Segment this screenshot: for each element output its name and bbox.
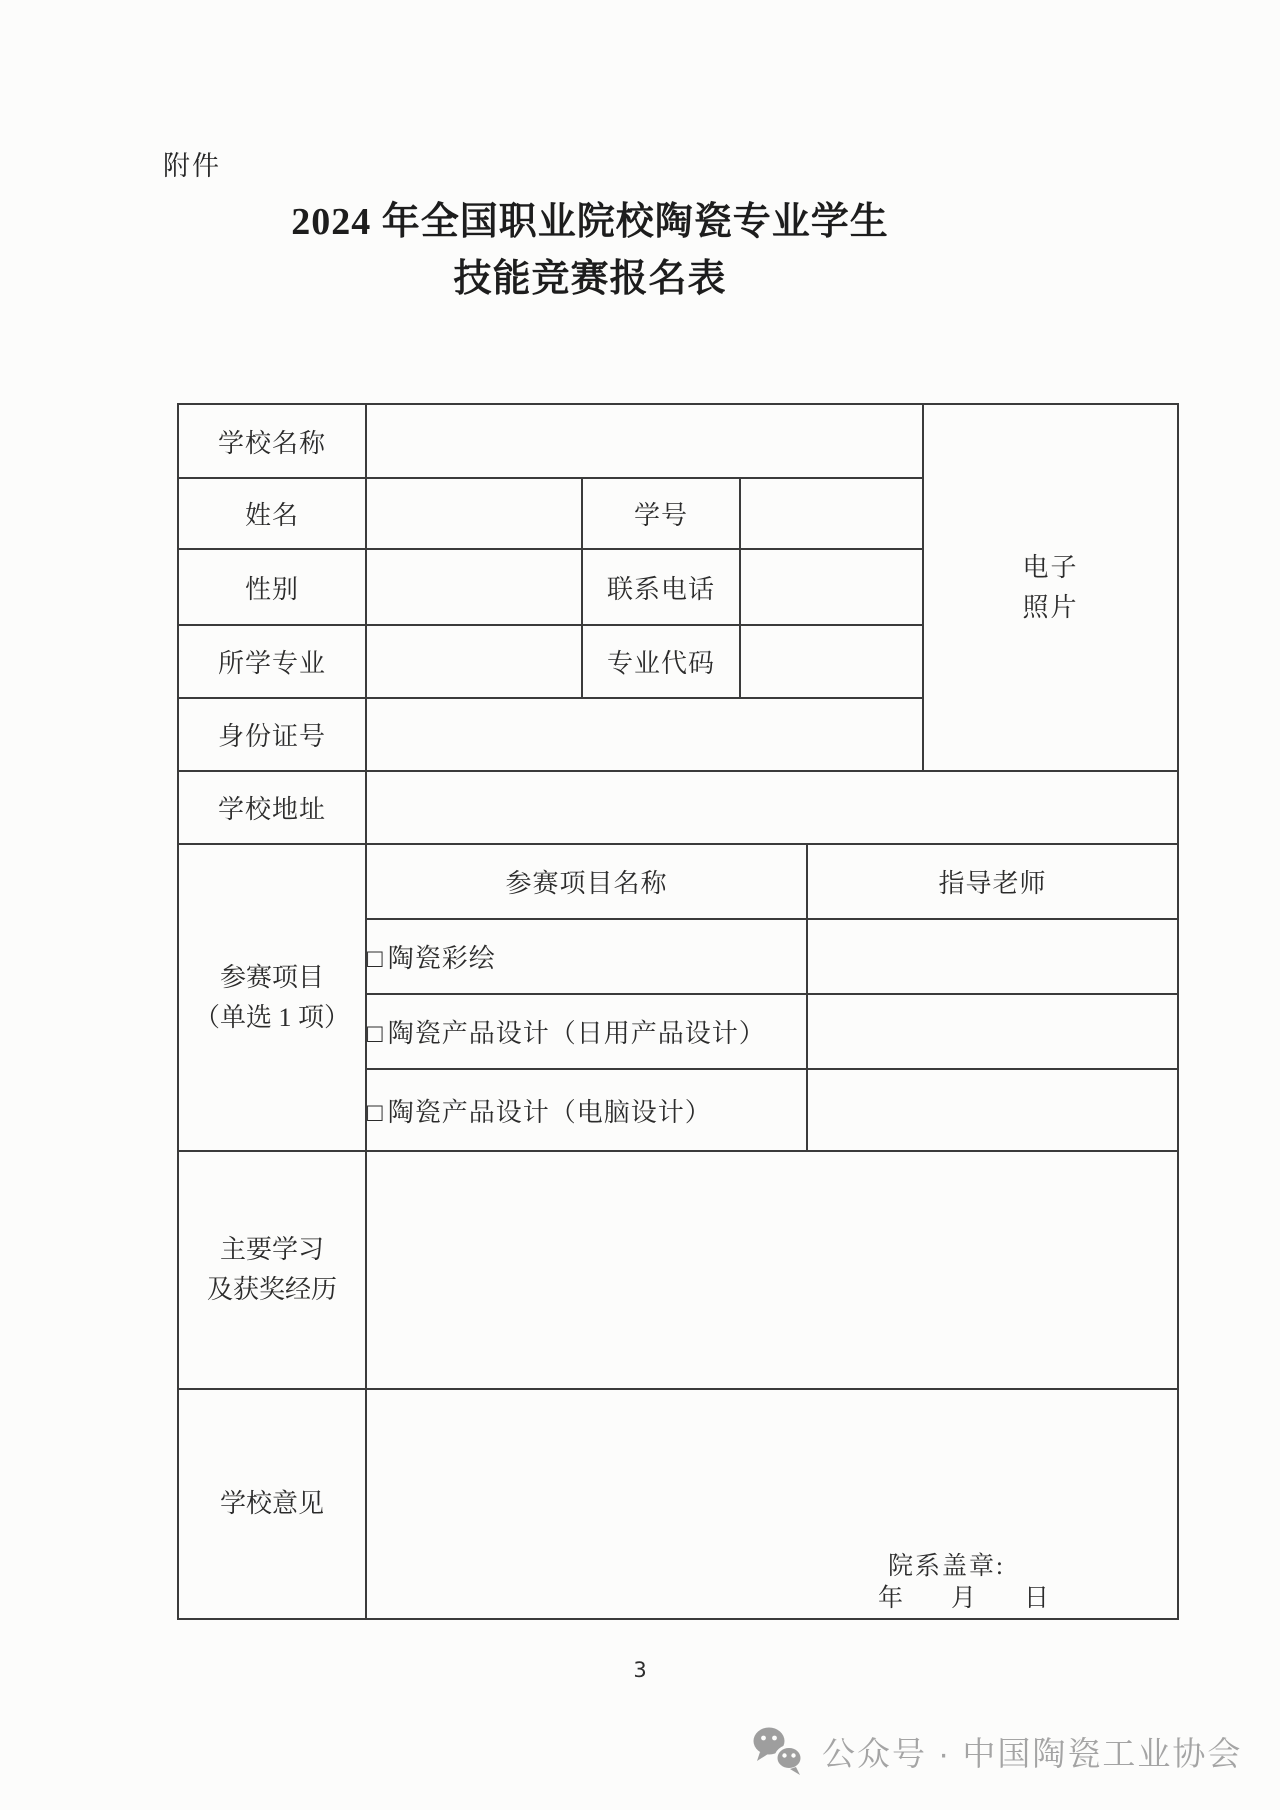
date-line [878, 1578, 1049, 1614]
option-label-daily-product-design: 陶瓷产品设计（日用产品设计） [387, 1019, 766, 1048]
photo-label-line2: 照片 [1022, 592, 1079, 622]
checkbox-computer-design[interactable]: □ [367, 1097, 384, 1127]
option-label-ceramic-painting: 陶瓷彩绘 [387, 944, 496, 973]
experience-label-line1: 主要学习 [219, 1235, 324, 1264]
major-input[interactable] [366, 625, 582, 698]
footer-account-text: 公众号 · 中国陶瓷工业协会 [822, 1734, 1243, 1772]
school-name-label: 学校名称 [178, 404, 366, 478]
checkbox-ceramic-painting[interactable]: □ [367, 944, 384, 973]
attachment-label: 附件 [163, 151, 221, 181]
phone-input[interactable] [740, 549, 923, 625]
footer [752, 1726, 1242, 1776]
name-input[interactable] [366, 478, 582, 549]
school-address-label: 学校地址 [178, 771, 366, 844]
seal-label: 院系盖章: [888, 1553, 1005, 1580]
id-number-input[interactable] [366, 698, 923, 771]
registration-form-table [177, 403, 1179, 1620]
instructor-header: 指导老师 [807, 844, 1178, 919]
events-label-line1: 参赛项目 [219, 962, 324, 992]
form-title [0, 194, 1230, 308]
experience-input[interactable] [366, 1151, 1178, 1389]
gender-label: 性别 [178, 549, 366, 625]
school-address-input[interactable] [366, 771, 1178, 844]
gender-input[interactable] [366, 549, 582, 625]
name-label: 姓名 [178, 478, 366, 549]
photo-box[interactable] [923, 404, 1178, 771]
date-month-label: 月 [950, 1585, 976, 1612]
experience-label [178, 1151, 366, 1389]
events-label-line2: （单选 1 项） [193, 1002, 350, 1032]
date-day-label: 日 [1023, 1585, 1049, 1612]
major-label: 所学专业 [178, 625, 366, 698]
school-opinion-label: 学校意见 [178, 1389, 366, 1619]
id-number-label: 身份证号 [178, 698, 366, 771]
form-title-line1: 2024 年全国职业院校陶瓷专业学生 [291, 201, 889, 243]
event-name-header: 参赛项目名称 [366, 844, 807, 919]
page-number: 3 [633, 1658, 647, 1682]
school-opinion-input[interactable] [366, 1389, 1178, 1619]
form-title-line2: 技能竞赛报名表 [453, 258, 727, 300]
event-option-daily-product-design[interactable] [366, 994, 807, 1069]
instructor-input-2[interactable] [807, 994, 1178, 1069]
date-year-label: 年 [877, 1585, 903, 1612]
wechat-icon [752, 1726, 808, 1776]
major-code-label: 专业代码 [582, 625, 740, 698]
event-option-computer-design[interactable] [366, 1069, 807, 1151]
option-label-computer-design: 陶瓷产品设计（电脑设计） [387, 1097, 712, 1127]
checkbox-daily-product-design[interactable]: □ [367, 1019, 384, 1048]
phone-label: 联系电话 [582, 549, 740, 625]
student-id-label: 学号 [582, 478, 740, 549]
student-id-input[interactable] [740, 478, 923, 549]
instructor-input-1[interactable] [807, 919, 1178, 994]
experience-label-line2: 及获奖经历 [206, 1275, 337, 1304]
events-section-label [178, 844, 366, 1151]
major-code-input[interactable] [740, 625, 923, 698]
instructor-input-3[interactable] [807, 1069, 1178, 1151]
event-option-ceramic-painting[interactable] [366, 919, 807, 994]
photo-label-line1: 电子 [1022, 552, 1079, 582]
school-name-input[interactable] [366, 404, 923, 478]
